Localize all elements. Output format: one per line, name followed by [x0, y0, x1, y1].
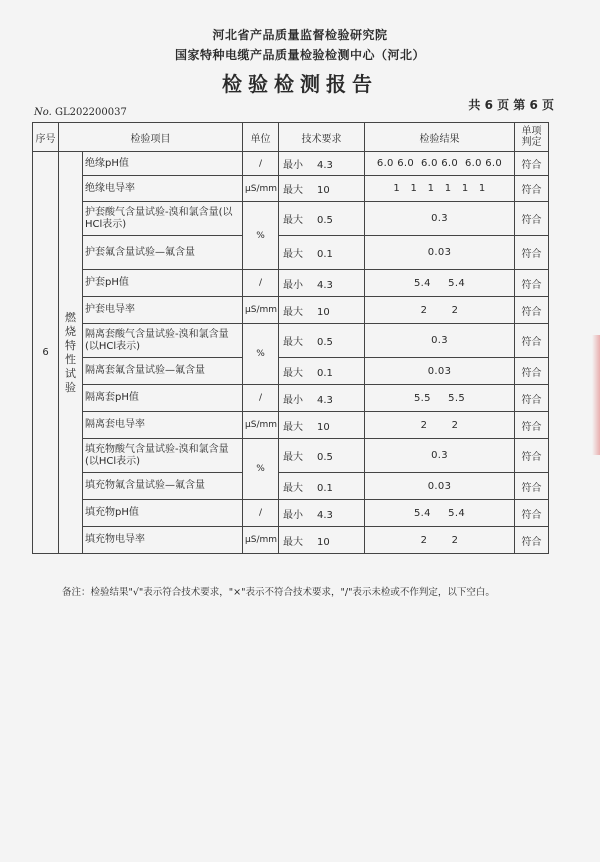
requirement: [279, 527, 365, 554]
requirement: [279, 176, 365, 202]
test-item: 填充物电导率: [83, 527, 243, 554]
requirement: [279, 358, 365, 385]
test-item: 填充物氟含量试验—氟含量: [83, 473, 243, 500]
result: 0.3: [365, 439, 515, 473]
judgement: 符合: [515, 473, 549, 500]
requirement-limit: 最小: [283, 394, 303, 406]
header-result: 检验结果: [365, 123, 515, 152]
header-requirement: 技术要求: [279, 123, 365, 152]
unit: /: [243, 152, 279, 176]
judgement: 符合: [515, 236, 549, 270]
report-title: 检验检测报告: [222, 72, 378, 96]
result: 0.03: [365, 473, 515, 500]
judgement: 符合: [515, 176, 549, 202]
requirement-value: 0.5: [317, 452, 333, 463]
requirement: [279, 412, 365, 439]
unit: μS/mm: [243, 297, 279, 324]
seal-stamp-edge: [592, 335, 600, 455]
requirement-value: 4.3: [317, 160, 333, 171]
serial-prefix: No.: [34, 107, 52, 118]
requirement-limit: 最大: [283, 185, 303, 196]
result: 2 2: [365, 297, 515, 324]
requirement-value: 10: [317, 536, 330, 548]
table-row: [33, 236, 549, 270]
requirement-limit: 最大: [283, 482, 303, 494]
requirement-limit: 最大: [283, 421, 303, 433]
unit: %: [243, 324, 279, 385]
judgement: 符合: [515, 527, 549, 554]
judgement: 符合: [515, 500, 549, 527]
result: 0.03: [365, 236, 515, 270]
result: 5.4 5.4: [365, 270, 515, 297]
footnote: 备注：检验结果"√"表示符合技术要求，"×"表示不符合技术要求，"/"表示未检或不作判定，以下空白。: [62, 587, 495, 598]
judgement: 符合: [515, 385, 549, 412]
judgement: 符合: [515, 270, 549, 297]
requirement: [279, 473, 365, 500]
requirement-value: 0.5: [317, 337, 333, 348]
table-header-row: [33, 123, 549, 152]
requirement-value: 0.1: [317, 249, 333, 260]
header-unit: 单位: [243, 123, 279, 152]
test-item: 护套氟含量试验—氟含量: [83, 236, 243, 270]
results-table: [32, 122, 549, 554]
requirement-limit: 最大: [283, 536, 303, 548]
table-row: [33, 500, 549, 527]
test-item: 绝缘pH值: [83, 152, 243, 176]
result: 5.4 5.4: [365, 500, 515, 527]
requirement-limit: 最大: [283, 249, 303, 260]
judgement: 符合: [515, 439, 549, 473]
header-item: 检验项目: [59, 123, 243, 152]
judgement: 符合: [515, 152, 549, 176]
requirement-limit: 最大: [283, 215, 303, 226]
result: 0.03: [365, 358, 515, 385]
result: 0.3: [365, 324, 515, 358]
test-item: 隔离套氟含量试验—氟含量: [83, 358, 243, 385]
requirement-limit: 最大: [283, 452, 303, 463]
header-judgement: 单项判定: [515, 123, 549, 152]
requirement-value: 10: [317, 421, 330, 433]
organization-name: 河北省产品质量监督检验研究院: [212, 28, 388, 42]
judgement: 符合: [515, 324, 549, 358]
requirement-limit: 最大: [283, 367, 303, 379]
serial-value: GL202200037: [54, 107, 127, 118]
test-item: 填充物pH值: [83, 500, 243, 527]
page-info: 共 6 页 第 6 页: [468, 98, 554, 112]
table-row: [33, 202, 549, 236]
table-row: [33, 270, 549, 297]
table-row: [33, 358, 549, 385]
judgement: 符合: [515, 358, 549, 385]
requirement: [279, 324, 365, 358]
table-row: [33, 324, 549, 358]
requirement-value: 10: [317, 306, 330, 318]
table-row: [33, 473, 549, 500]
test-item: 护套酸气含量试验-溴和氯含量(以HCl表示): [83, 202, 243, 236]
table-row: [33, 297, 549, 324]
requirement: [279, 297, 365, 324]
result: 1 1 1 1 1 1: [365, 176, 515, 202]
table-row: [33, 152, 549, 176]
unit: /: [243, 500, 279, 527]
unit: /: [243, 270, 279, 297]
result: 2 2: [365, 412, 515, 439]
requirement: [279, 500, 365, 527]
unit: μS/mm: [243, 527, 279, 554]
table-row: [33, 439, 549, 473]
requirement-limit: 最大: [283, 337, 303, 348]
table-row: [33, 385, 549, 412]
unit: %: [243, 202, 279, 270]
requirement: [279, 202, 365, 236]
table-row: [33, 527, 549, 554]
requirement-value: 0.1: [317, 367, 333, 379]
judgement: 符合: [515, 412, 549, 439]
table-row: [33, 176, 549, 202]
requirement-value: 0.5: [317, 215, 333, 226]
result: 6.0 6.0 6.0 6.0 6.0 6.0: [365, 152, 515, 176]
header-seq: 序号: [33, 123, 59, 152]
unit: %: [243, 439, 279, 500]
test-category: 燃烧特性试验: [59, 152, 83, 554]
judgement: 符合: [515, 297, 549, 324]
table-row: [33, 412, 549, 439]
test-item: 护套pH值: [83, 270, 243, 297]
serial-number: [34, 107, 127, 118]
unit: μS/mm: [243, 176, 279, 202]
seq-number: 6: [33, 152, 59, 554]
unit: /: [243, 385, 279, 412]
requirement: [279, 270, 365, 297]
test-item: 隔离套电导率: [83, 412, 243, 439]
requirement-limit: 最小: [283, 509, 303, 521]
requirement-value: 0.1: [317, 482, 333, 494]
requirement: [279, 385, 365, 412]
result: 0.3: [365, 202, 515, 236]
result: 5.5 5.5: [365, 385, 515, 412]
requirement-limit: 最小: [283, 279, 303, 291]
judgement: 符合: [515, 202, 549, 236]
requirement-value: 4.3: [317, 509, 333, 521]
requirement-value: 4.3: [317, 394, 333, 406]
result: 2 2: [365, 527, 515, 554]
center-name: 国家特种电缆产品质量检验检测中心（河北）: [174, 48, 425, 62]
test-item: 隔离套pH值: [83, 385, 243, 412]
requirement: [279, 439, 365, 473]
requirement-limit: 最大: [283, 306, 303, 318]
requirement: [279, 152, 365, 176]
requirement: [279, 236, 365, 270]
test-item: 护套电导率: [83, 297, 243, 324]
requirement-value: 10: [317, 185, 330, 196]
unit: μS/mm: [243, 412, 279, 439]
requirement-limit: 最小: [283, 160, 303, 171]
test-item: 隔离套酸气含量试验-溴和氯含量(以HCl表示): [83, 324, 243, 358]
test-item: 绝缘电导率: [83, 176, 243, 202]
requirement-value: 4.3: [317, 279, 333, 291]
test-item: 填充物酸气含量试验-溴和氯含量(以HCl表示): [83, 439, 243, 473]
